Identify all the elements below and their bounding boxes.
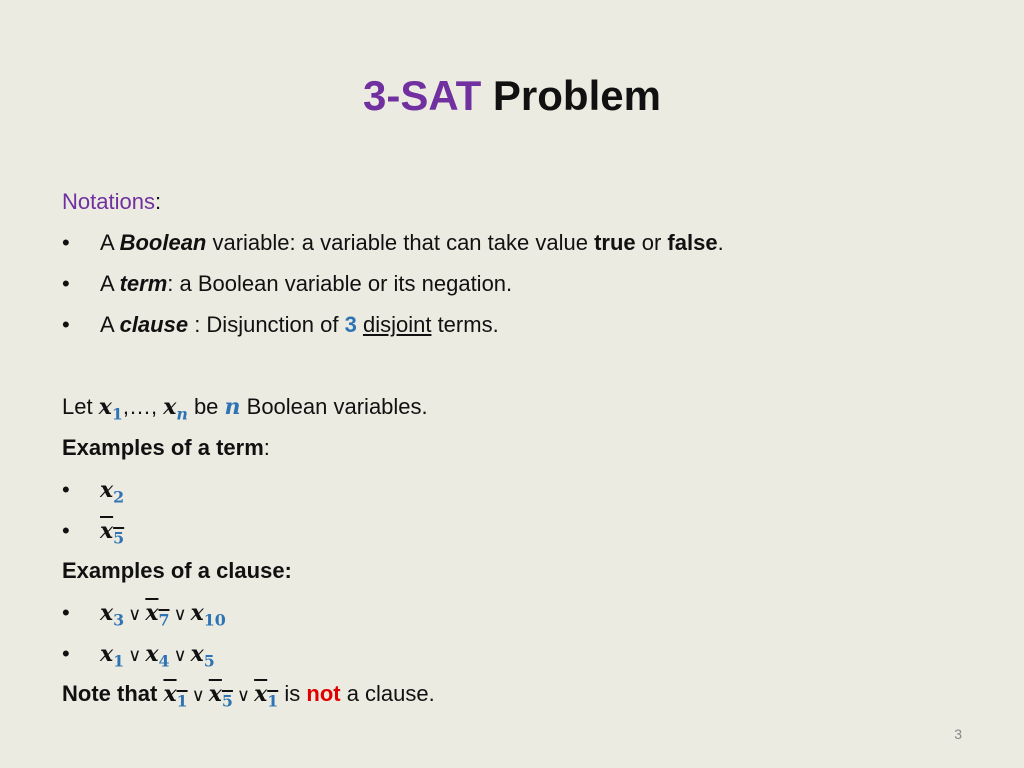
text: Boolean variables. bbox=[240, 394, 428, 419]
bullet: • bbox=[62, 641, 70, 666]
math-x1: $x_1$ bbox=[98, 394, 123, 424]
math-x5: $x_5$ bbox=[190, 641, 215, 671]
note-label: Note that bbox=[62, 681, 164, 706]
bullet: • bbox=[62, 600, 70, 625]
term-term: term bbox=[119, 271, 168, 296]
math-x10: $x_{10}$ bbox=[190, 600, 226, 630]
math-xn: $x_n$ bbox=[163, 394, 188, 424]
text: A bbox=[100, 312, 120, 337]
bullet: • bbox=[62, 271, 70, 296]
math-x3: $x_3$ bbox=[100, 600, 125, 630]
term-example-2 bbox=[62, 517, 124, 553]
math-not-x1: $x_1$ bbox=[254, 681, 279, 711]
clause-examples-heading bbox=[62, 557, 292, 585]
text: a clause. bbox=[340, 681, 435, 706]
text: . bbox=[717, 230, 724, 255]
notations-colon: : bbox=[154, 189, 162, 214]
note-line bbox=[62, 680, 435, 716]
text: A bbox=[100, 230, 120, 255]
term-example-1 bbox=[62, 476, 124, 512]
bullet: • bbox=[62, 477, 70, 502]
bullet: • bbox=[62, 518, 70, 543]
text: ,…, bbox=[122, 394, 164, 419]
text: Let bbox=[62, 394, 99, 419]
math-x2: $x_2$ bbox=[100, 477, 125, 507]
slide-title bbox=[0, 70, 1024, 122]
list-item-boolean bbox=[62, 229, 724, 257]
math-not-x5: $x_5$ bbox=[100, 518, 125, 548]
bullet: • bbox=[62, 230, 70, 255]
text: variable: a variable that can take value bbox=[206, 230, 595, 255]
or-symbol: ∨ bbox=[128, 604, 142, 625]
text: : Disjunction of bbox=[188, 312, 345, 337]
term-clause: clause bbox=[119, 312, 189, 337]
math-x1: $x_1$ bbox=[100, 641, 125, 671]
list-item-term bbox=[62, 270, 512, 298]
or-symbol: ∨ bbox=[173, 645, 187, 666]
math-not-x5: $x_5$ bbox=[208, 681, 233, 711]
text: is bbox=[278, 681, 307, 706]
math-x4: $x_4$ bbox=[145, 641, 170, 671]
math-not-x1: $x_1$ bbox=[163, 681, 188, 711]
math-not-x7: $x_7$ bbox=[145, 600, 170, 630]
text: terms. bbox=[431, 312, 499, 337]
word-disjoint: disjoint bbox=[362, 312, 432, 337]
word-true: true bbox=[594, 230, 636, 255]
bullet: • bbox=[62, 312, 70, 337]
title-rest: Problem bbox=[481, 72, 661, 119]
text: or bbox=[635, 230, 668, 255]
notations-label: Notations bbox=[62, 189, 155, 214]
list-item-clause bbox=[62, 311, 499, 339]
heading: Examples of a term bbox=[62, 435, 264, 460]
clause-example-1 bbox=[62, 599, 226, 635]
math-n: n bbox=[224, 394, 241, 420]
title-accent: 3-SAT bbox=[363, 72, 482, 119]
notations-heading bbox=[62, 188, 161, 216]
heading: Examples of a clause: bbox=[62, 558, 292, 583]
text: : bbox=[263, 435, 270, 460]
or-symbol: ∨ bbox=[191, 685, 205, 706]
number-three: 3 bbox=[344, 312, 357, 337]
word-false: false bbox=[667, 230, 718, 255]
term-examples-heading bbox=[62, 434, 270, 462]
text: : a Boolean variable or its negation. bbox=[167, 271, 513, 296]
or-symbol: ∨ bbox=[128, 645, 142, 666]
text: be bbox=[187, 394, 225, 419]
word-not: not bbox=[306, 681, 341, 706]
let-line bbox=[62, 393, 428, 429]
page-number: 3 bbox=[954, 726, 962, 742]
clause-example-2 bbox=[62, 640, 215, 676]
or-symbol: ∨ bbox=[236, 685, 251, 706]
term-boolean: Boolean bbox=[119, 230, 207, 255]
text: A bbox=[100, 271, 120, 296]
or-symbol: ∨ bbox=[173, 604, 187, 625]
